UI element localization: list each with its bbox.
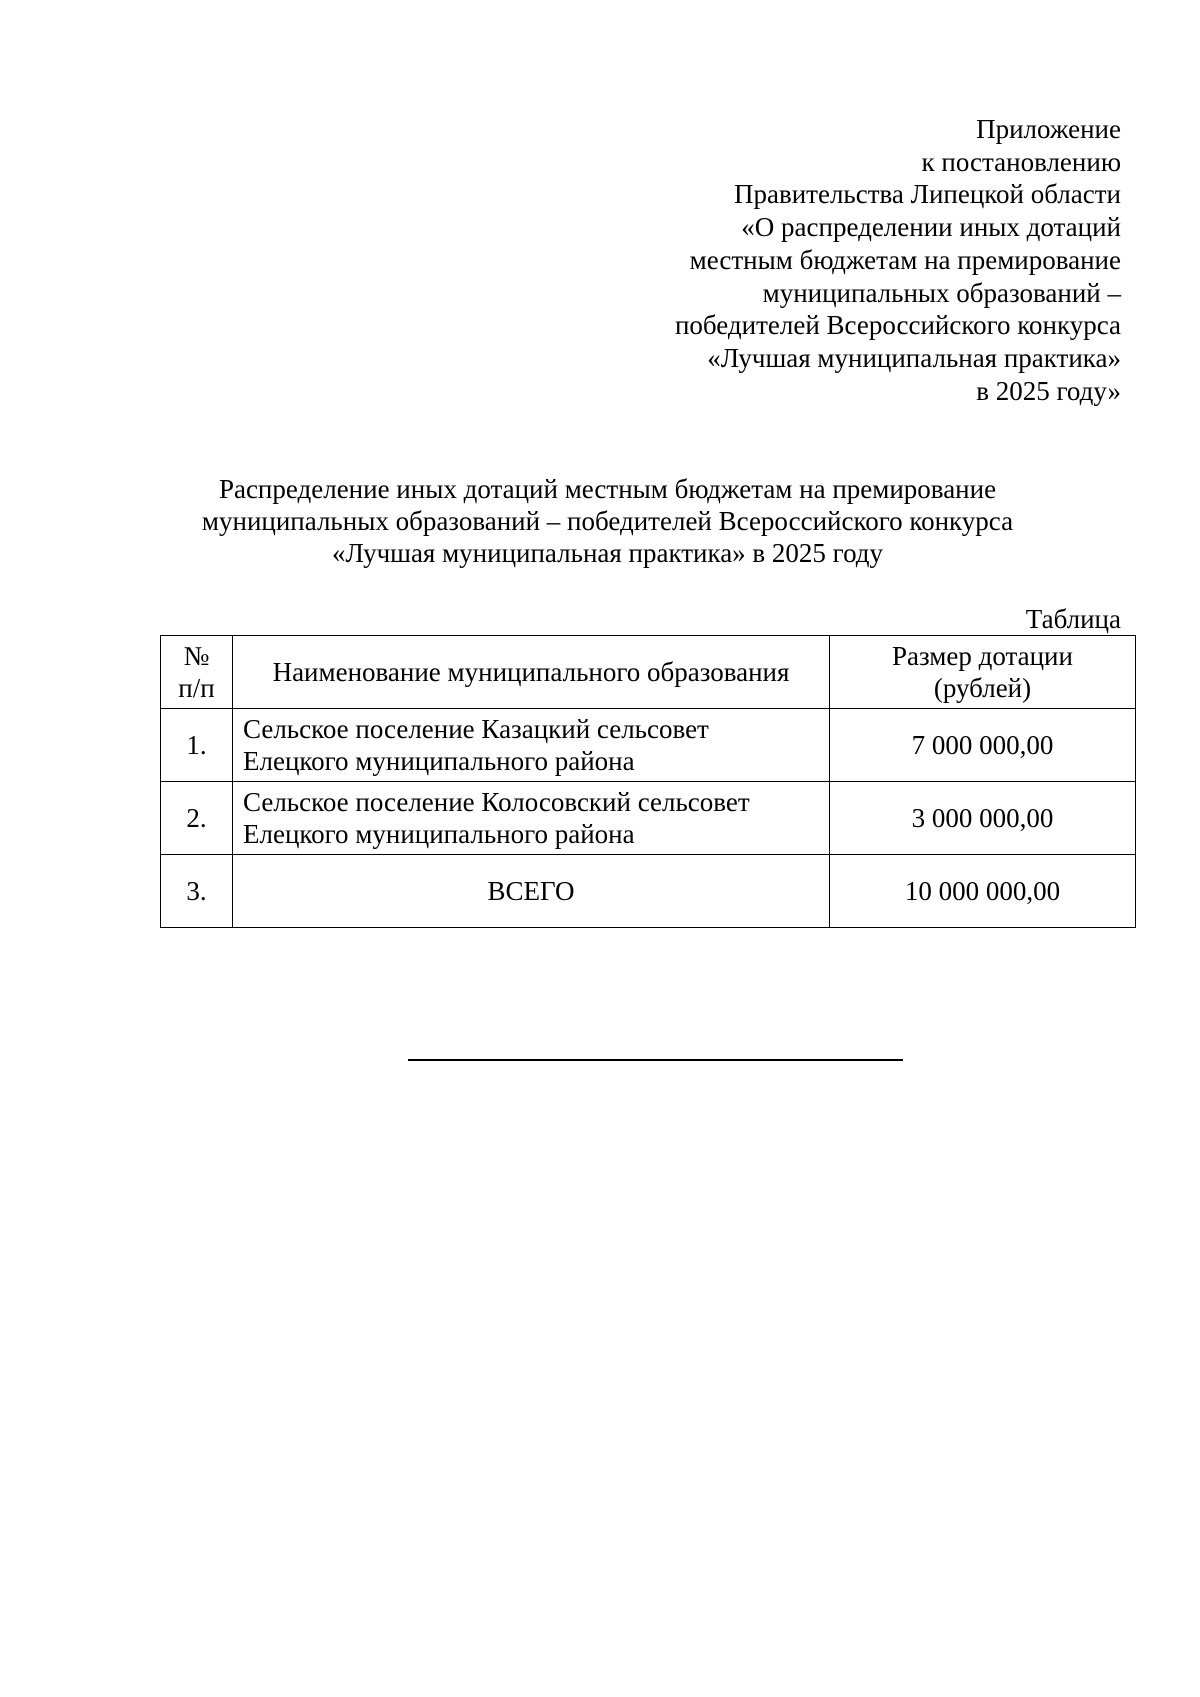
distribution-table bbox=[160, 635, 1136, 928]
appendix-line: «Лучшая муниципальная практика» bbox=[707, 342, 1121, 373]
row-name bbox=[233, 782, 830, 855]
appendix-line: в 2025 году» bbox=[976, 375, 1121, 406]
appendix-line: муниципальных образований – bbox=[762, 277, 1121, 308]
appendix-line: Правительства Липецкой области bbox=[733, 179, 1121, 210]
table-header-row bbox=[161, 636, 1136, 709]
row-name-line: Елецкого муниципального района bbox=[243, 819, 635, 849]
row-name bbox=[233, 709, 830, 782]
appendix-line: «О распределении иных дотаций bbox=[741, 212, 1121, 243]
appendix-header bbox=[675, 113, 1121, 407]
row-name-line: Сельское поселение Казацкий сельсовет bbox=[243, 714, 709, 744]
row-name-line: Елецкого муниципального района bbox=[243, 746, 635, 776]
row-number: 1. bbox=[161, 709, 233, 782]
row-sum: 10 000 000,00 bbox=[830, 855, 1136, 928]
appendix-line: победителей Всероссийского конкурса bbox=[674, 310, 1121, 341]
table-row bbox=[161, 782, 1136, 855]
header-number-line: п/п bbox=[178, 673, 215, 703]
appendix-line: Приложение bbox=[976, 114, 1121, 144]
header-name: Наименование муниципального образования bbox=[233, 636, 830, 709]
table-label: Таблица bbox=[1025, 604, 1121, 634]
appendix-line: местным бюджетам на премирование bbox=[689, 244, 1121, 275]
table-row bbox=[161, 709, 1136, 782]
header-sum-line: (рублей) bbox=[933, 673, 1032, 703]
table-total-row bbox=[161, 855, 1136, 928]
row-number: 2. bbox=[161, 782, 233, 855]
title-line: «Лучшая муниципальная практика» в 2025 году bbox=[331, 538, 884, 568]
row-sum: 7 000 000,00 bbox=[830, 709, 1136, 782]
row-number: 3. bbox=[161, 855, 233, 928]
document-title bbox=[160, 473, 1055, 569]
row-total-label: ВСЕГО bbox=[233, 855, 830, 928]
header-number bbox=[161, 636, 233, 709]
header-number-line: № bbox=[183, 641, 210, 671]
row-name-line: Сельское поселение Колосовский сельсовет bbox=[243, 787, 750, 817]
appendix-line: к постановлению bbox=[921, 146, 1121, 177]
header-sum-line: Размер дотации bbox=[892, 641, 1073, 671]
row-sum: 3 000 000,00 bbox=[830, 782, 1136, 855]
header-sum bbox=[830, 636, 1136, 709]
closing-divider bbox=[408, 1059, 903, 1061]
title-line: Распределение иных дотаций местным бюджетам на премирование bbox=[218, 474, 997, 504]
title-line: муниципальных образований – победителей Всероссийского конкурса bbox=[201, 506, 1014, 536]
